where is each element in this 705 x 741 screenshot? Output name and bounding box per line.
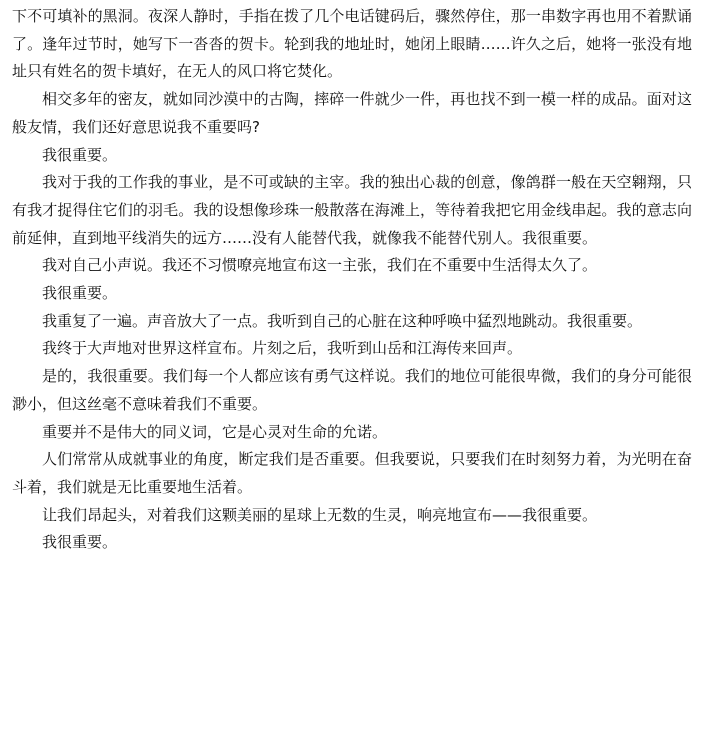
paragraph-2: 相交多年的密友，就如同沙漠中的古陶，摔碎一件就少一件，再也找不到一模一样的成品。面对这般友情，我们还好意思说我不重要吗? [12, 90, 692, 136]
paragraph-12: 让我们昂起头，对着我们这颗美丽的星球上无数的生灵，响亮地宣布——我很重要。 [42, 505, 598, 524]
paragraph-4: 我对于我的工作我的事业，是不可或缺的主宰。我的独出心裁的创意，像鸽群一般在天空翱翔，只有我才捉得住它们的羽毛。我的设想像珍珠一般散落在海滩上，等待着我把它用金线串起。我的意志向前延伸，直到地平线消失的远方……没有人能替代我，就像我不能替代别人。我很重要。 [12, 173, 692, 247]
paragraph-1: 下不可填补的黑洞。夜深人静时，手指在拨了几个电话键码后，骤然停住，那一串数字再也用不着默诵了。逢年过节时，她写下一沓沓的贺卡。轮到我的地址时，她闭上眼睛……许久之后，她将一张没有地址只有姓名的贺卡填好，在无人的风口将它焚化。 [12, 7, 692, 81]
paragraph-10: 重要并不是伟大的同义词，它是心灵对生命的允诺。 [42, 422, 388, 441]
paragraph-5: 我对自己小声说。我还不习惯嘹亮地宣布这一主张，我们在不重要中生活得太久了。 [42, 256, 598, 275]
paragraph-8: 我终于大声地对世界这样宣布。片刻之后，我听到山岳和江海传来回声。 [42, 339, 523, 358]
paragraph-7: 我重复了一遍。声音放大了一点。我听到自己的心脏在这种呼唤中猛烈地跳动。我很重要。 [42, 311, 643, 330]
paragraph-11: 人们常常从成就事业的角度，断定我们是否重要。但我要说，只要我们在时刻努力着，为光明在奋斗着，我们就是无比重要地生活着。 [12, 450, 692, 496]
paragraph-13: 我很重要。 [42, 533, 118, 552]
document-body [12, 3, 692, 557]
paragraph-9: 是的，我很重要。我们每一个人都应该有勇气这样说。我们的地位可能很卑微，我们的身分可能很渺小，但这丝毫不意味着我们不重要。 [12, 367, 692, 413]
paragraph-6: 我很重要。 [42, 284, 118, 303]
paragraph-3: 我很重要。 [42, 145, 118, 164]
